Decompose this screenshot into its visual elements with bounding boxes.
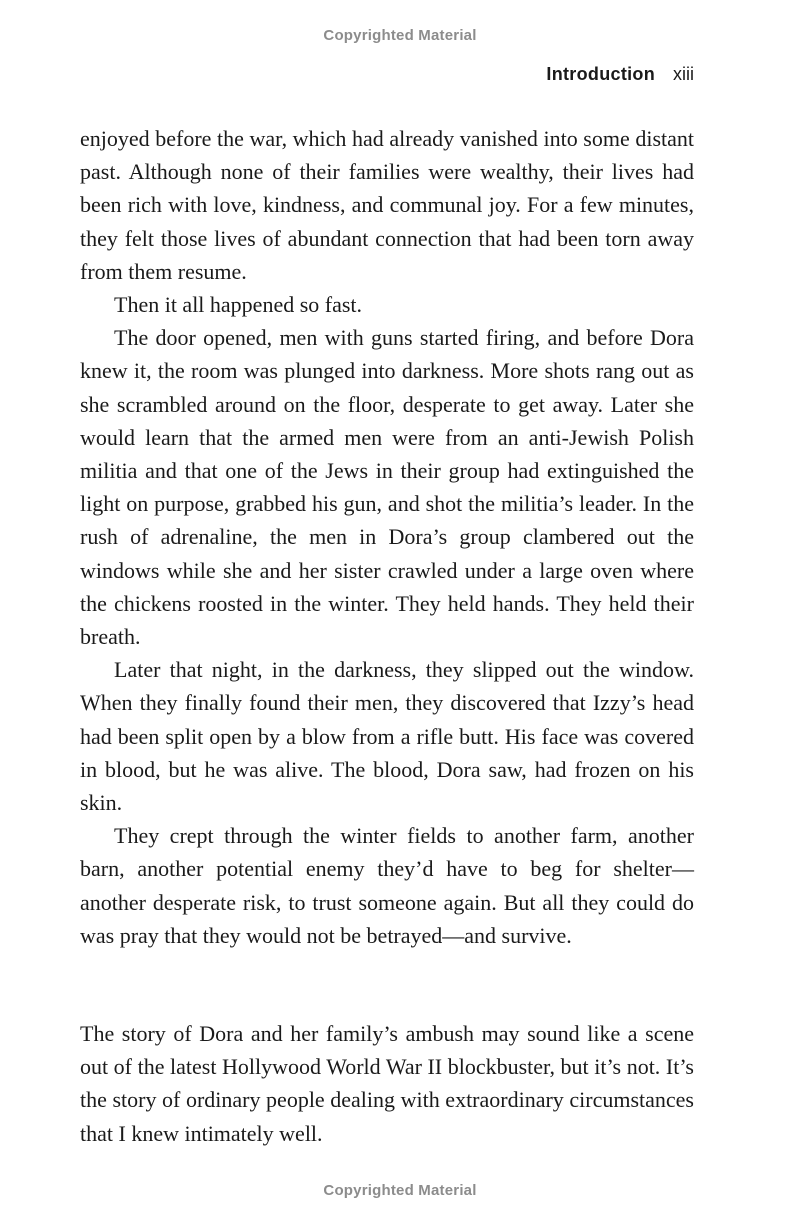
paragraph: They crept through the winter fields to another farm, another barn, another potential enemy they’d have to beg for shelter—another desperate risk, to trust someone again. But all they could do was pray that they would not be betrayed—and survive. [80, 823, 694, 948]
body-text [80, 122, 694, 952]
paragraph: Later that night, in the darkness, they slipped out the window. When they finally found their men, they discovered that Izzy’s head had been split open by a blow from a rifle butt. His face was covered in blood, but he was alive. The blood, Dora saw, had frozen on his skin. [80, 657, 694, 816]
page-number: xiii [673, 64, 694, 84]
paragraph: The door opened, men with guns started firing, and before Dora knew it, the room was plunged into darkness. More shots rang out as she scrambled around on the floor, desperate to get away. Later she would learn that the armed men were from an anti-Jewish Polish militia and that one of the Jews in their group had extinguished the light on purpose, grabbed his gun, and shot the militia’s leader. In the rush of adrenaline, the men in Dora’s group clambered out the windows while she and her sister crawled under a large oven where the chickens roosted in the winter. They held hands. They held their breath. [80, 325, 694, 650]
paragraph-section-opening: The story of Dora and her family’s ambush may sound like a scene out of the latest Hollywood World War II blockbuster, but it’s not. It’s the story of ordinary people dealing with extraordinary circumstances that I knew intimately well. [80, 1021, 694, 1146]
copyright-watermark-top: Copyrighted Material [323, 27, 477, 44]
paragraph-continued: enjoyed before the war, which had already vanished into some distant past. Although none of their families were wealthy, their lives had been rich with love, kindness, and communal joy. For a few minutes, they felt those lives of abundant connection that had been torn away from them resume. [80, 126, 694, 284]
body-text-section [80, 1017, 694, 1150]
section-title: Introduction [546, 64, 655, 84]
paragraph: Then it all happened so fast. [114, 292, 363, 318]
running-head [546, 64, 694, 85]
copyright-watermark-bottom: Copyrighted Material [323, 1182, 477, 1199]
